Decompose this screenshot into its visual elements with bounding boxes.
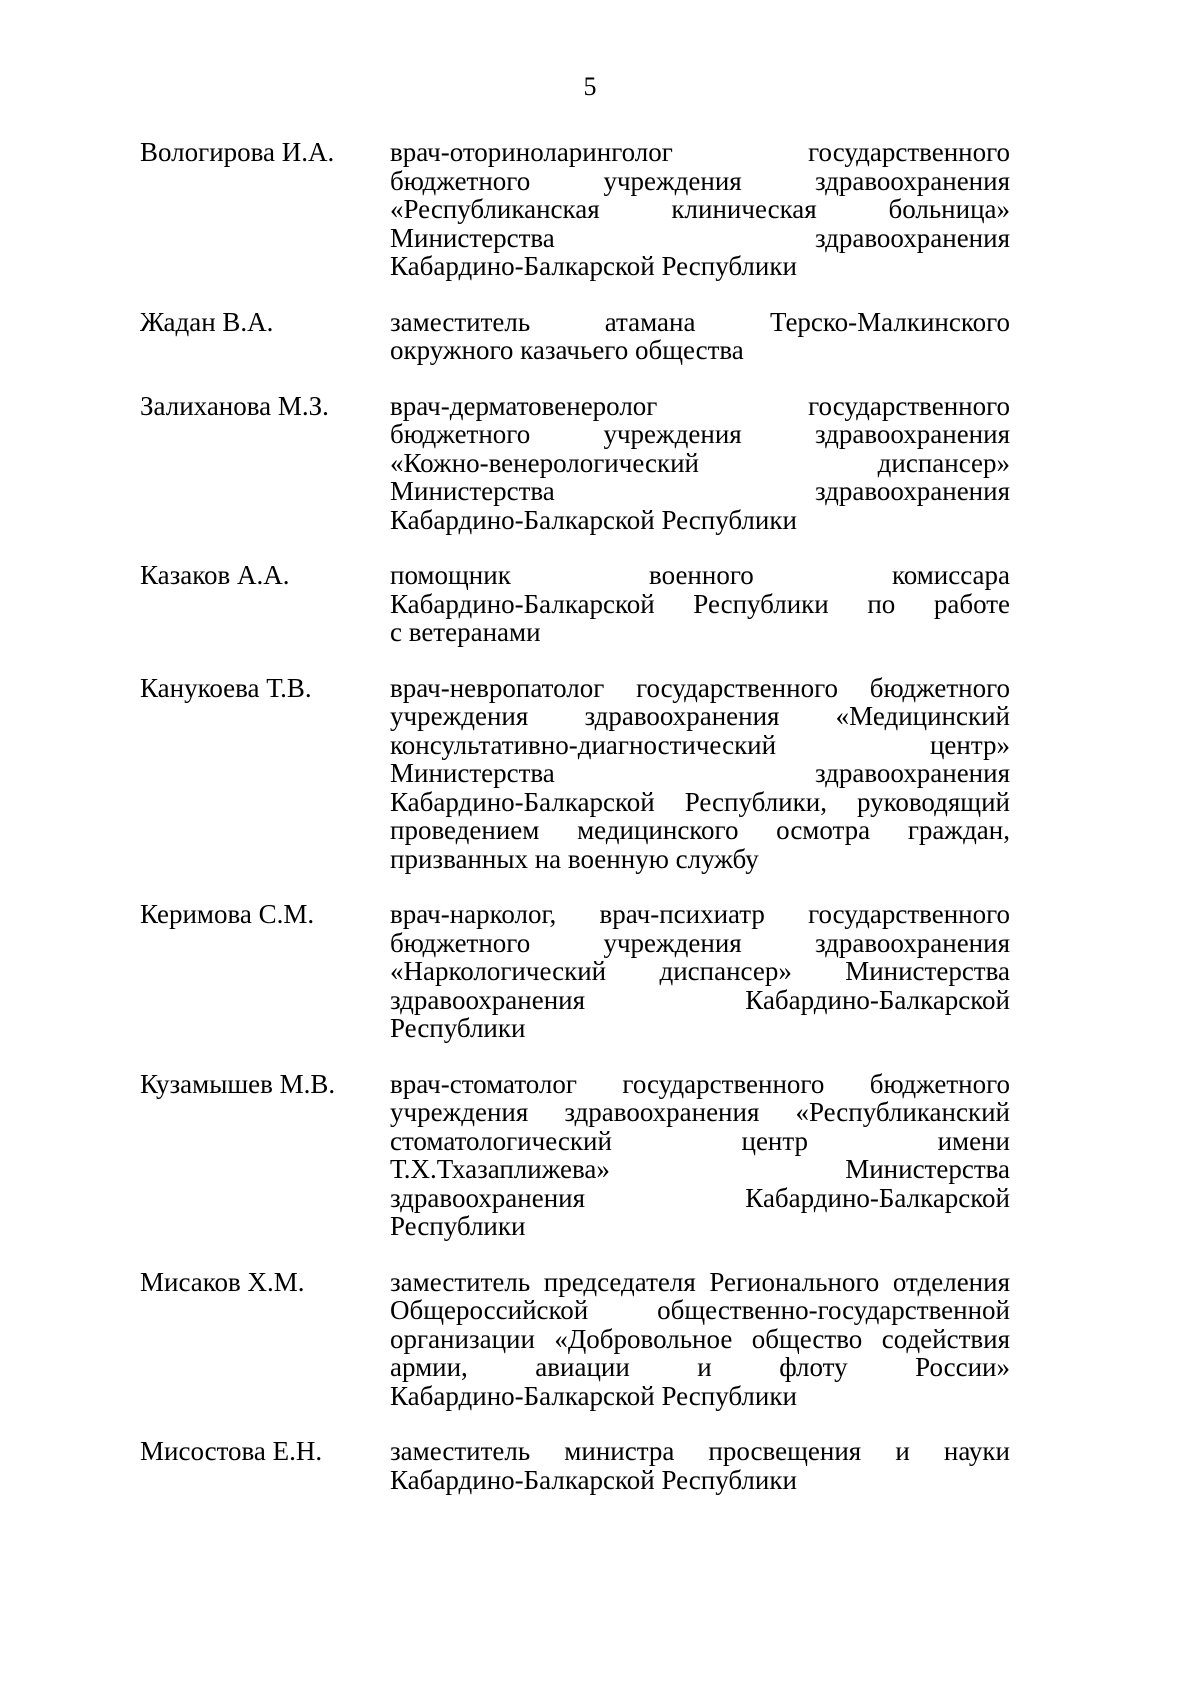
member-name: Вологирова И.А. — [140, 137, 335, 167]
member-entry — [140, 392, 1020, 535]
member-role — [390, 1268, 1010, 1411]
member-name: Мисостова Е.Н. — [140, 1436, 323, 1466]
member-role-line: бюджетного учреждения здравоохранения — [390, 165, 1010, 196]
member-name: Мисаков Х.М. — [140, 1266, 305, 1297]
member-role-line: Министерства здравоохранения — [390, 758, 1010, 788]
member-role-line: окружного казачьего общества — [390, 335, 744, 365]
member-role-line: Кабардино-Балкарской Республики — [390, 1464, 797, 1495]
member-role-line: врач-нарколог, врач-психиатр государственного — [390, 899, 1010, 929]
member-role — [390, 392, 1010, 535]
member-role-line: врач-дерматовенеролог государственного — [390, 390, 1010, 421]
member-role — [390, 308, 1010, 365]
member-role-line: бюджетного учреждения здравоохранения — [390, 927, 1010, 958]
member-entry — [140, 1437, 1020, 1494]
member-role-line: Кабардино-Балкарской Республики, руководящий — [390, 786, 1010, 817]
member-entry — [140, 138, 1020, 281]
member-role-line: Кабардино-Балкарской Республики — [390, 251, 797, 281]
member-role-line: заместитель атамана Терско-Малкинского — [390, 306, 1010, 337]
member-role-line: Кабардино-Балкарской Республики — [390, 504, 797, 535]
member-role-line: «Кожно-венерологический диспансер» — [390, 447, 1010, 478]
member-role-line: заместитель председателя Регионального отделения — [390, 1266, 1010, 1297]
member-role-line: здравоохранения Кабардино-Балкарской — [390, 1182, 1010, 1213]
member-role-line: заместитель министра просвещения и науки — [390, 1436, 1010, 1466]
member-role-line: «Республиканская клиническая больница» — [390, 194, 1010, 224]
member-role — [390, 900, 1010, 1043]
member-entry — [140, 561, 1020, 647]
member-role-line: призванных на военную службу — [390, 843, 759, 874]
member-role-line: Республики — [390, 1211, 526, 1241]
member-role-line: Общероссийской общественно-государственной — [390, 1295, 1010, 1325]
member-role-line: учреждения здравоохранения «Медицинский — [390, 701, 1010, 731]
member-role-line: помощник военного комиссара — [390, 560, 1010, 590]
member-role-line: врач-стоматолог государственного бюджетного — [390, 1068, 1010, 1099]
member-name: Канукоева Т.В. — [140, 672, 312, 703]
page-number: 5 — [583, 72, 597, 101]
member-role-line: консультативно-диагностический центр» — [390, 729, 1010, 760]
member-role — [390, 138, 1010, 281]
member-entry — [140, 900, 1020, 1043]
member-role — [390, 1070, 1010, 1241]
member-role-line: бюджетного учреждения здравоохранения — [390, 419, 1010, 449]
member-role-line: Республики — [390, 1013, 526, 1043]
member-role-line: стоматологический центр имени — [390, 1125, 1010, 1156]
member-role-line: Министерства здравоохранения — [390, 222, 1010, 253]
member-role-line: здравоохранения Кабардино-Балкарской — [390, 984, 1010, 1015]
member-role-line: Кабардино-Балкарской Республики по работе — [390, 588, 1010, 619]
member-name: Жадан В.А. — [140, 306, 274, 337]
member-role-line: Т.Х.Тхазаплижева» Министерства — [390, 1154, 1010, 1184]
member-entry — [140, 308, 1020, 365]
member-role-line: армии, авиации и флоту России» — [390, 1352, 1010, 1382]
member-name: Керимова С.М. — [140, 899, 315, 929]
member-role-line: Кабардино-Балкарской Республики — [390, 1380, 797, 1411]
member-entry — [140, 1070, 1020, 1241]
member-name: Залиханова М.З. — [140, 390, 329, 421]
member-role-line: «Наркологический диспансер» Министерства — [390, 956, 1010, 986]
member-role-line: Министерства здравоохранения — [390, 476, 1010, 506]
member-list — [140, 138, 1020, 1521]
member-role — [390, 561, 1010, 647]
member-role-line: проведением медицинского осмотра граждан, — [390, 815, 1010, 845]
member-role-line: организации «Добровольное общество содействия — [390, 1323, 1010, 1354]
member-name: Казаков А.А. — [140, 560, 290, 590]
member-role-line: учреждения здравоохранения «Республиканский — [390, 1097, 1010, 1127]
member-role-line: врач-невропатолог государственного бюджетного — [390, 672, 1010, 703]
member-entry — [140, 1268, 1020, 1411]
member-entry — [140, 674, 1020, 874]
member-name: Кузамышев М.В. — [140, 1068, 336, 1099]
member-role — [390, 1437, 1010, 1494]
member-role-line: с ветеранами — [390, 617, 541, 647]
member-role-line: врач-оториноларинголог государственного — [390, 137, 1010, 167]
member-role — [390, 674, 1010, 874]
